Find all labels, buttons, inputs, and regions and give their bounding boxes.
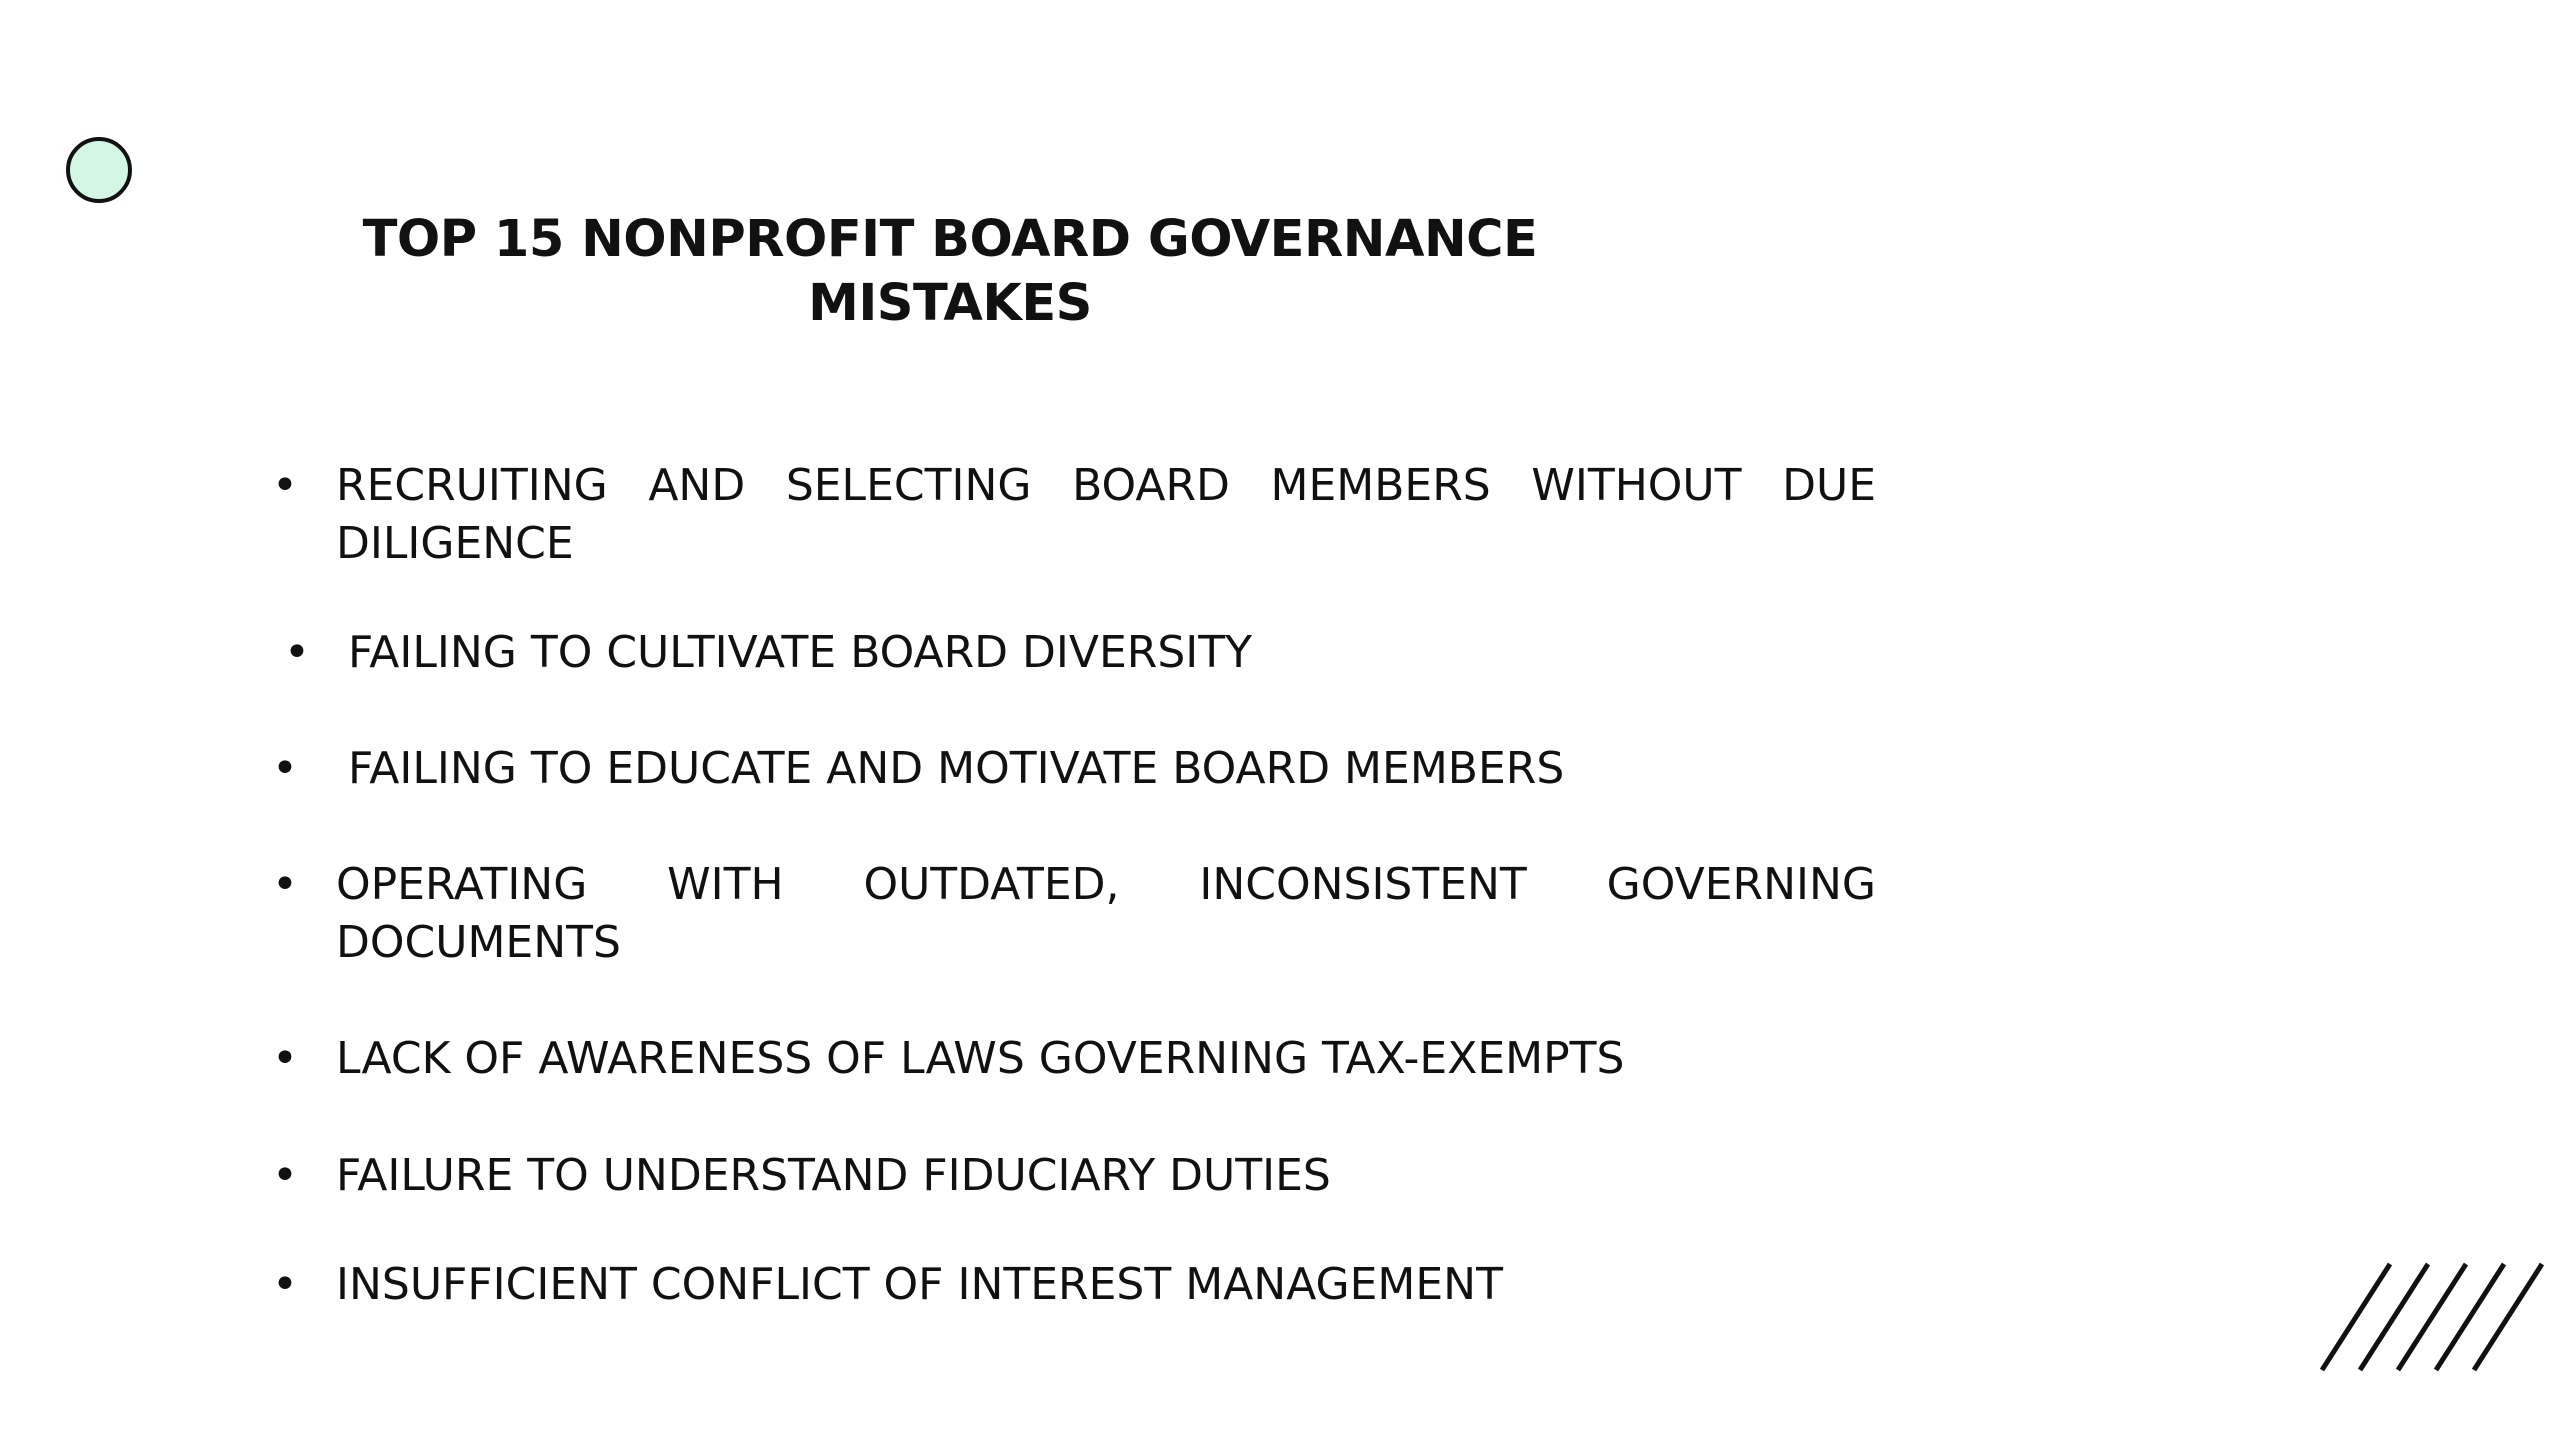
- bullet-item-label: FAILURE TO UNDERSTAND FIDUCIARY DUTIES: [336, 1150, 1331, 1201]
- bullet-icon: •: [272, 1259, 298, 1310]
- bullet-item-label: FAILING TO CULTIVATE BOARD DIVERSITY: [348, 627, 1252, 678]
- bullet-item-board-diversity: [270, 624, 1880, 682]
- bullet-icon: •: [272, 743, 298, 794]
- bullet-item-tax-exempt-laws: [270, 1030, 1880, 1088]
- diagonal-lines-icon: [2320, 1262, 2550, 1372]
- bullet-item-fiduciary-duties: [270, 1147, 1880, 1205]
- bullet-item-label: LACK OF AWARENESS OF LAWS GOVERNING TAX-EXEMPTS: [336, 1033, 1625, 1084]
- slide-title-line-1: TOP 15 NONPROFIT BOARD GOVERNANCE: [362, 210, 1538, 269]
- bullet-item-label: RECRUITING AND SELECTING BOARD MEMBERS WITHOUT DUE DILIGENCE: [336, 460, 1876, 569]
- slide-title: [330, 208, 1570, 336]
- bullet-item-governing-documents: [270, 856, 1880, 972]
- bullet-item-due-diligence: [270, 457, 1880, 573]
- bullet-item-conflict-of-interest: [270, 1256, 1880, 1314]
- bullet-icon: •: [272, 460, 298, 511]
- bullet-item-label: OPERATING WITH OUTDATED, INCONSISTENT GOVERNING DOCUMENTS: [336, 859, 1876, 968]
- slide-title-line-2: MISTAKES: [808, 274, 1092, 333]
- circle-decoration-icon: [66, 137, 132, 203]
- bullet-icon: •: [272, 859, 298, 910]
- bullet-item-label: INSUFFICIENT CONFLICT OF INTEREST MANAGEMENT: [336, 1259, 1503, 1310]
- bullet-icon: •: [272, 1150, 298, 1201]
- bullet-item-educate-motivate: [270, 740, 1880, 798]
- bullet-item-label: FAILING TO EDUCATE AND MOTIVATE BOARD MEMBERS: [348, 743, 1565, 794]
- bullet-icon: •: [284, 627, 310, 678]
- bullet-icon: •: [272, 1033, 298, 1084]
